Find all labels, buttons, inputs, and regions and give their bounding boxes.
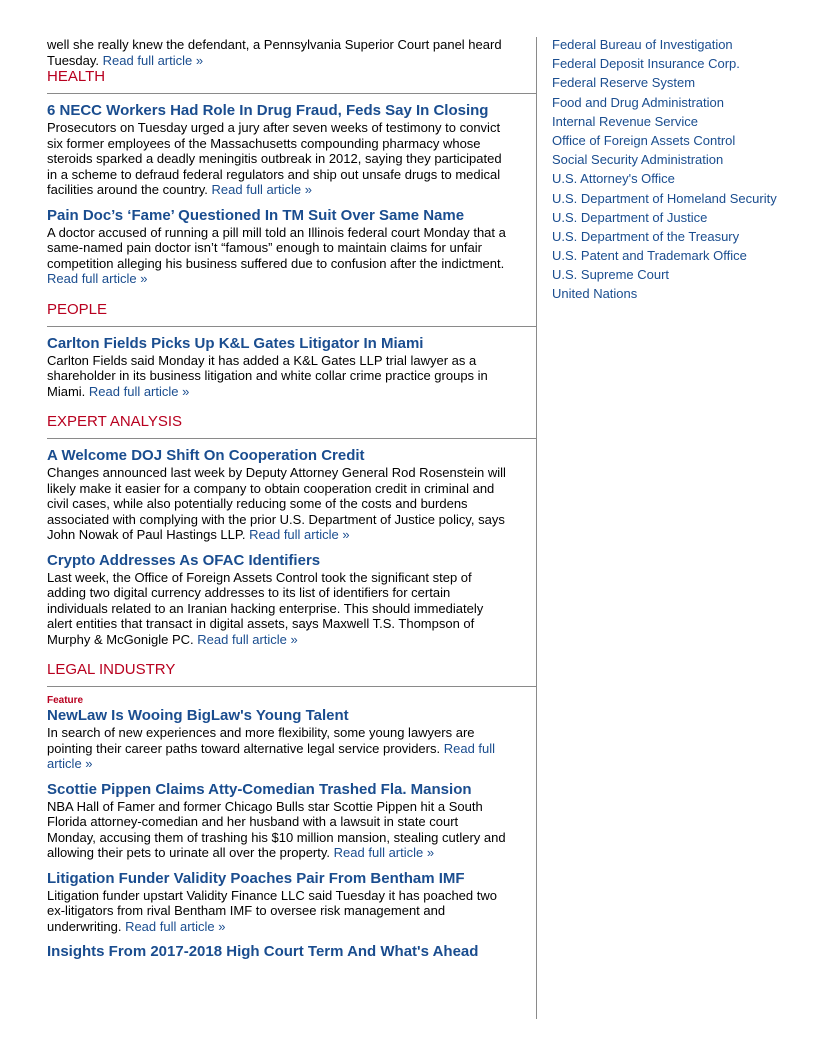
article-summary: Litigation funder upstart Validity Finance LLC said Tuesday it has poached two ex-litigators from rival Bentham IMF to oversee risk management and underwriting.	[47, 887, 497, 934]
feature-tag: Feature	[47, 695, 84, 706]
article	[47, 335, 509, 400]
section-divider	[47, 686, 536, 687]
article	[47, 870, 509, 935]
article-summary: A doctor accused of running a pill mill told an Illinois federal court Monday that a same-named pain doctor isn’t “famous” enough to maintain claims for unfair competition alleging his business suffered due to confusion after the indictment.	[47, 224, 506, 271]
read-full-article-link[interactable]: Read full article »	[88, 383, 190, 399]
article	[47, 943, 509, 961]
sidebar-item-supreme-court[interactable]: U.S. Supreme Court	[552, 267, 670, 283]
article	[47, 447, 509, 543]
read-full-article-link[interactable]: Read full article »	[211, 182, 312, 197]
section-people	[47, 301, 509, 400]
main-column	[47, 37, 509, 961]
section-label-legal-industry: LEGAL INDUSTRY	[47, 661, 176, 678]
section-divider	[47, 326, 536, 327]
article	[47, 552, 509, 648]
article-headline[interactable]: Scottie Pippen Claims Atty-Comedian Trashed Fla. Mansion	[47, 780, 472, 798]
article-summary: Changes announced last week by Deputy Attorney General Rod Rosenstein will likely make it easier for a company to obtain cooperation credit in criminal and civil cases, while also potentially reducing some of the costs and burdens associated with complying with the prior U.S. Department of Justice policy, says John Nowak of Paul Hastings LLP.	[47, 465, 506, 542]
section-divider	[47, 93, 536, 94]
article-summary: Prosecutors on Tuesday urged a jury after seven weeks of testimony to convict six former employees of the Massachusetts compounding pharmacy whose steroids sparked a deadly meningitis outbreak in 2012, saying they participated in a scheme to defraud federal regulators and ship out unsafe drugs to medical facilities around the country.	[47, 120, 502, 197]
sidebar-item-us-attorney[interactable]: U.S. Attorney's Office	[552, 171, 675, 187]
read-full-article-link[interactable]: Read full article »	[249, 527, 350, 542]
top-fragment-text: well she really knew the defendant, a Pennsylvania Superior Court panel heard Tuesday.	[47, 37, 502, 68]
article-headline[interactable]: Litigation Funder Validity Poaches Pair From Bentham IMF	[47, 869, 465, 887]
sidebar-item-doj[interactable]: U.S. Department of Justice	[552, 209, 708, 225]
section-label-health: HEALTH	[47, 68, 106, 85]
read-full-article-link[interactable]: Read full article »	[333, 845, 435, 860]
sidebar-item-uspto[interactable]: U.S. Patent and Trademark Office	[552, 248, 747, 264]
section-label-people: PEOPLE	[47, 300, 108, 318]
sidebar-item-irs[interactable]: Internal Revenue Service	[552, 113, 698, 129]
section-divider	[47, 438, 536, 439]
column-divider	[536, 37, 537, 1019]
article-summary: NBA Hall of Famer and former Chicago Bulls star Scottie Pippen hit a South Florida attorney-comedian and her husband with a lawsuit in state court Monday, accusing them of trashing his $10 million mansion, stealing cutlery and allowing their pets to urinate all over the property.	[47, 798, 506, 860]
sidebar-item-ssa[interactable]: Social Security Administration	[552, 152, 724, 168]
article	[47, 695, 509, 772]
sidebar-item-treasury[interactable]: U.S. Department of the Treasury	[552, 228, 740, 244]
sidebar-item-fbi[interactable]: Federal Bureau of Investigation	[552, 37, 733, 52]
article-headline[interactable]: NewLaw Is Wooing BigLaw's Young Talent	[47, 707, 349, 724]
article-summary: Carlton Fields said Monday it has added a K&L Gates LLP trial lawyer as a shareholder in its business litigation and white collar crime practice groups in Miami.	[47, 352, 488, 399]
article-headline[interactable]: A Welcome DOJ Shift On Cooperation Credit	[47, 447, 365, 464]
sidebar-item-federal-reserve[interactable]: Federal Reserve System	[552, 75, 696, 91]
article-headline[interactable]: Pain Doc’s ‘Fame’ Questioned In TM Suit Over Same Name	[47, 206, 465, 224]
read-full-article-link[interactable]: Read full article »	[47, 271, 148, 286]
section-health	[47, 68, 509, 287]
read-full-article-link[interactable]: Read full article »	[47, 740, 496, 771]
sidebar-topics	[552, 37, 782, 306]
read-full-article-link[interactable]: Read full article »	[197, 631, 298, 647]
sidebar-item-dhs[interactable]: U.S. Department of Homeland Security	[552, 190, 777, 206]
article-summary: Last week, the Office of Foreign Assets Control took the significant step of adding two digital currency addresses to its list of identifiers for certain individuals related to an Iranian hacking enterprise. This should immediately alert entities that transact in digital assets, says Maxwell T.S. Thompson of Murphy & McGonigle PC.	[47, 569, 484, 647]
article-summary: In search of new experiences and more flexibility, some young lawyers are pointing their career paths toward alternative legal service providers.	[47, 725, 475, 756]
section-legal-industry	[47, 661, 509, 961]
sidebar-item-fda[interactable]: Food and Drug Administration	[552, 94, 724, 110]
article	[47, 781, 509, 861]
sidebar-item-united-nations[interactable]: United Nations	[552, 286, 638, 302]
read-full-article-link[interactable]: Read full article »	[102, 52, 204, 68]
sidebar-item-fdic[interactable]: Federal Deposit Insurance Corp.	[552, 56, 740, 72]
read-full-article-link[interactable]: Read full article »	[125, 918, 226, 934]
article	[47, 207, 509, 287]
article	[47, 102, 509, 198]
top-fragment	[47, 37, 509, 68]
article-headline[interactable]: Carlton Fields Picks Up K&L Gates Litigator In Miami	[47, 334, 424, 352]
section-label-expert-analysis: EXPERT ANALYSIS	[47, 413, 183, 430]
article-headline[interactable]: 6 NECC Workers Had Role In Drug Fraud, Feds Say In Closing	[47, 102, 489, 119]
section-expert-analysis	[47, 413, 509, 647]
article-headline[interactable]: Crypto Addresses As OFAC Identifiers	[47, 551, 321, 569]
sidebar-item-ofac[interactable]: Office of Foreign Assets Control	[552, 132, 736, 148]
article-headline[interactable]: Insights From 2017-2018 High Court Term And What's Ahead	[47, 943, 479, 960]
